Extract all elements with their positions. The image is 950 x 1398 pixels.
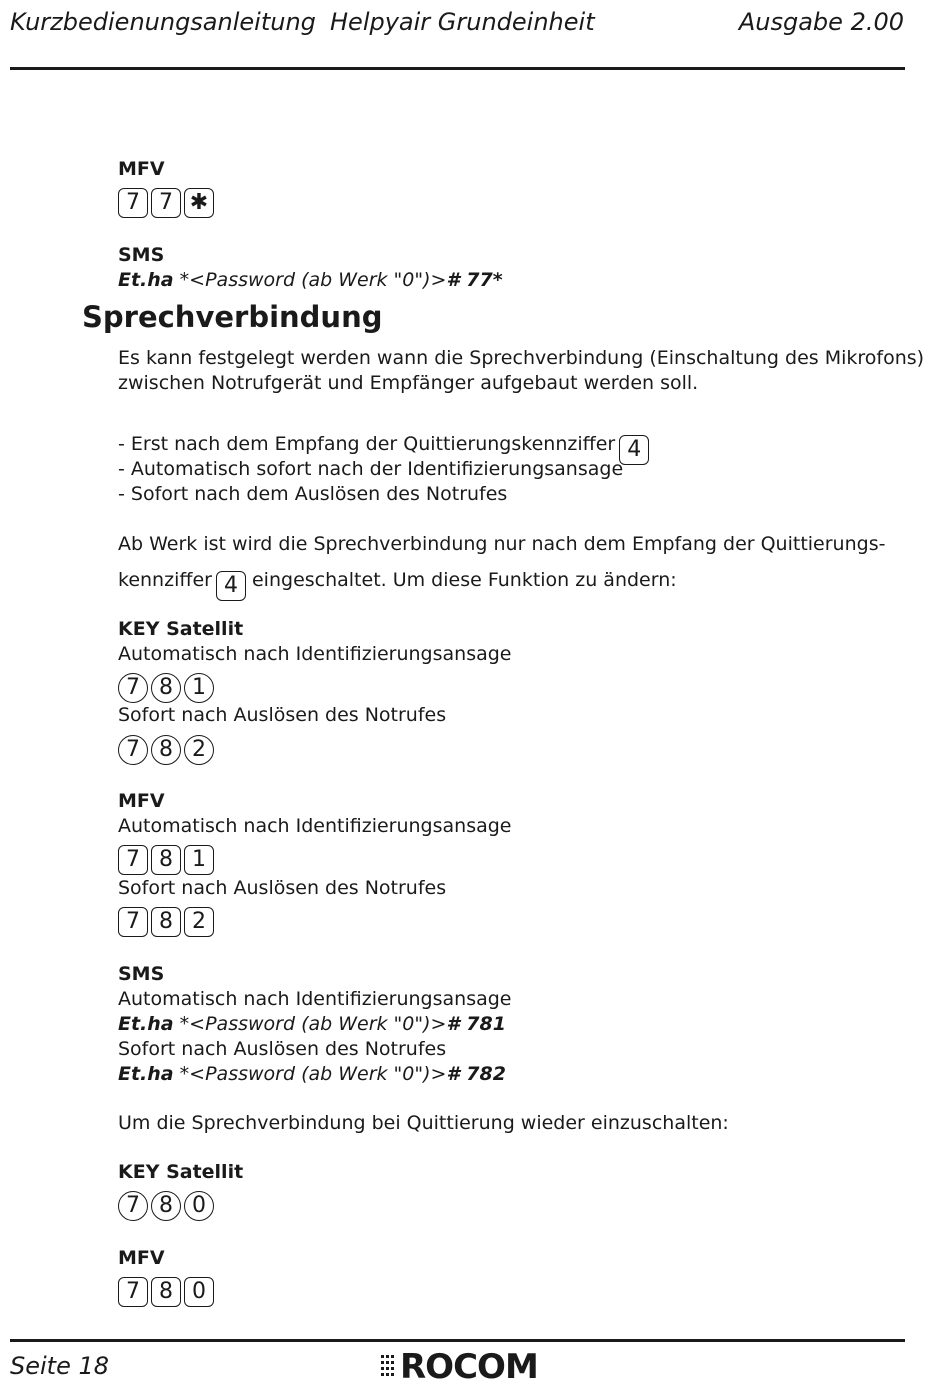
reenable-key-satellit-label: KEY Satellit bbox=[118, 1161, 244, 1183]
header-title: Kurzbedienungsanleitung bbox=[10, 8, 316, 36]
key-satellit-label: KEY Satellit bbox=[118, 618, 244, 640]
key-2: 2 bbox=[184, 735, 214, 765]
reenable-key-satellit-keys bbox=[118, 1191, 214, 1223]
key-satellit-sofort-text: Sofort nach Auslösen des Notrufes bbox=[118, 704, 447, 726]
key-7: 7 bbox=[118, 845, 148, 875]
sms-label-top: SMS bbox=[118, 244, 165, 266]
key-7: 7 bbox=[118, 1191, 148, 1221]
key-8: 8 bbox=[151, 907, 181, 937]
key-0: 0 bbox=[184, 1277, 214, 1307]
mfv-label: MFV bbox=[118, 790, 165, 812]
key-4: 4 bbox=[619, 435, 649, 465]
key-7: 7 bbox=[118, 1277, 148, 1307]
mfv-auto-text: Automatisch nach Identifizierungsansage bbox=[118, 815, 512, 837]
rocom-logo bbox=[381, 1347, 538, 1387]
sms-auto-text: Automatisch nach Identifizierungsansage bbox=[118, 988, 512, 1010]
key-1: 1 bbox=[184, 673, 214, 703]
sms-sofort-command: Et.ha *<Password (ab Werk "0")># 782 bbox=[118, 1063, 506, 1085]
mfv-sofort-text: Sofort nach Auslösen des Notrufes bbox=[118, 877, 447, 899]
mfv-label-top: MFV bbox=[118, 158, 165, 180]
mfv-sofort-keys bbox=[118, 907, 214, 939]
section-heading: Sprechverbindung bbox=[82, 300, 383, 334]
key-8: 8 bbox=[151, 673, 181, 703]
key-4: 4 bbox=[216, 571, 246, 601]
header-edition: Ausgabe 2.00 bbox=[738, 8, 904, 36]
key-satellit-auto-keys bbox=[118, 673, 214, 705]
sms-label: SMS bbox=[118, 963, 165, 985]
key-7: 7 bbox=[118, 907, 148, 937]
page-number: Seite 18 bbox=[10, 1352, 110, 1380]
key-1: 1 bbox=[184, 845, 214, 875]
option-3: - Sofort nach dem Auslösen des Notrufes bbox=[118, 483, 508, 505]
key-7: 7 bbox=[118, 188, 148, 218]
key-8: 8 bbox=[151, 735, 181, 765]
intro-line-2: zwischen Notrufgerät und Empfänger aufgebaut werden soll. bbox=[118, 372, 699, 394]
key-2: 2 bbox=[184, 907, 214, 937]
reenable-mfv-keys bbox=[118, 1277, 214, 1309]
key-satellit-auto-text: Automatisch nach Identifizierungsansage bbox=[118, 643, 512, 665]
mfv-keys-top bbox=[118, 188, 214, 220]
footer-rule bbox=[10, 1339, 905, 1342]
option-2: - Automatisch sofort nach der Identifizierungsansage bbox=[118, 458, 624, 480]
key-0: 0 bbox=[184, 1191, 214, 1221]
default-line-1: Ab Werk ist wird die Sprechverbindung nur nach dem Empfang der Quittierungs- bbox=[118, 533, 886, 555]
rocom-logo-text: ROCOM bbox=[400, 1347, 538, 1387]
option-1: - Erst nach dem Empfang der Quittierungskennziffer 4 bbox=[118, 432, 649, 465]
reenable-text: Um die Sprechverbindung bei Quittierung wieder einzuschalten: bbox=[118, 1112, 729, 1134]
header-rule bbox=[10, 67, 905, 70]
sms-sofort-text: Sofort nach Auslösen des Notrufes bbox=[118, 1038, 447, 1060]
key-8: 8 bbox=[151, 1191, 181, 1221]
rocom-logo-icon bbox=[381, 1353, 397, 1381]
key-7: 7 bbox=[118, 673, 148, 703]
sms-command-top: Et.ha *<Password (ab Werk "0")># 77* bbox=[118, 269, 503, 291]
key-satellit-sofort-keys bbox=[118, 735, 214, 767]
default-line-2: kennziffer 4 eingeschaltet. Um diese Funktion zu ändern: bbox=[118, 568, 677, 601]
key-star: ✱ bbox=[184, 188, 214, 218]
key-8: 8 bbox=[151, 1277, 181, 1307]
key-8: 8 bbox=[151, 845, 181, 875]
mfv-auto-keys bbox=[118, 845, 214, 877]
reenable-mfv-label: MFV bbox=[118, 1247, 165, 1269]
header-product: Helpyair Grundeinheit bbox=[330, 8, 595, 36]
key-7: 7 bbox=[151, 188, 181, 218]
key-7: 7 bbox=[118, 735, 148, 765]
sms-auto-command: Et.ha *<Password (ab Werk "0")># 781 bbox=[118, 1013, 506, 1035]
intro-line-1: Es kann festgelegt werden wann die Sprechverbindung (Einschaltung des Mikrofons) bbox=[118, 347, 925, 369]
